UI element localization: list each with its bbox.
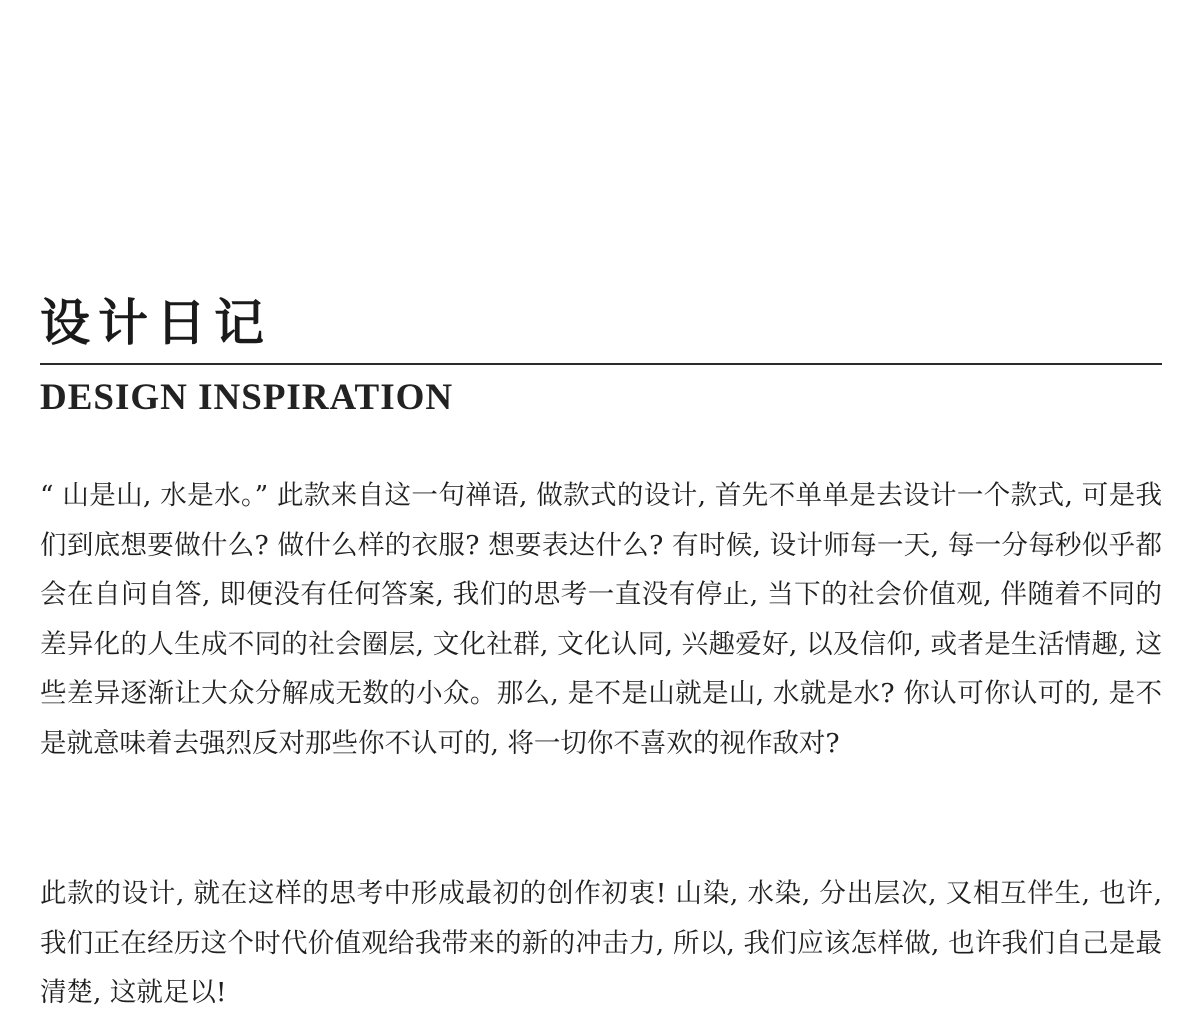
body-paragraph: “ 山是山, 水是水。” 此款来自这一句禅语, 做款式的设计, 首先不单单是去设计一个款式, 可是我们到底想要做什么? 做什么样的衣服? 想要表达什么? 有时候, 设计师每一天, 每一分每秒似乎都会在自问自答, 即便没有任何答案, 我们的思考一直没有停止, 当下的社会价值观, 伴随着不同的差异化的人生成不同的社会圈层, 文化社群, 文化认同, 兴趣爱好, 以及信仰, 或者是生活情趣, 这些差异逐渐让大众分解成无数的小众。那么, 是不是山就是山, 水就是水? 你认可你认可的, 是不是就意味着去强烈反对那些你不认可的, 将一切你不喜欢的视作敌对? bbox=[40, 480, 1162, 759]
page-subtitle: DESIGN INSPIRATION bbox=[40, 377, 454, 418]
body-paragraph: 此款的设计, 就在这样的思考中形成最初的创作初衷! 山染, 水染, 分出层次, 又相互伴生, 也许, 我们正在经历这个时代价值观给我带来的新的冲击力, 所以, 我们应该怎样做, 也许我们自己是最清楚, 这就足以! bbox=[40, 878, 1162, 1008]
page-title: 设计日记 bbox=[40, 293, 272, 352]
title-divider bbox=[40, 363, 1162, 365]
